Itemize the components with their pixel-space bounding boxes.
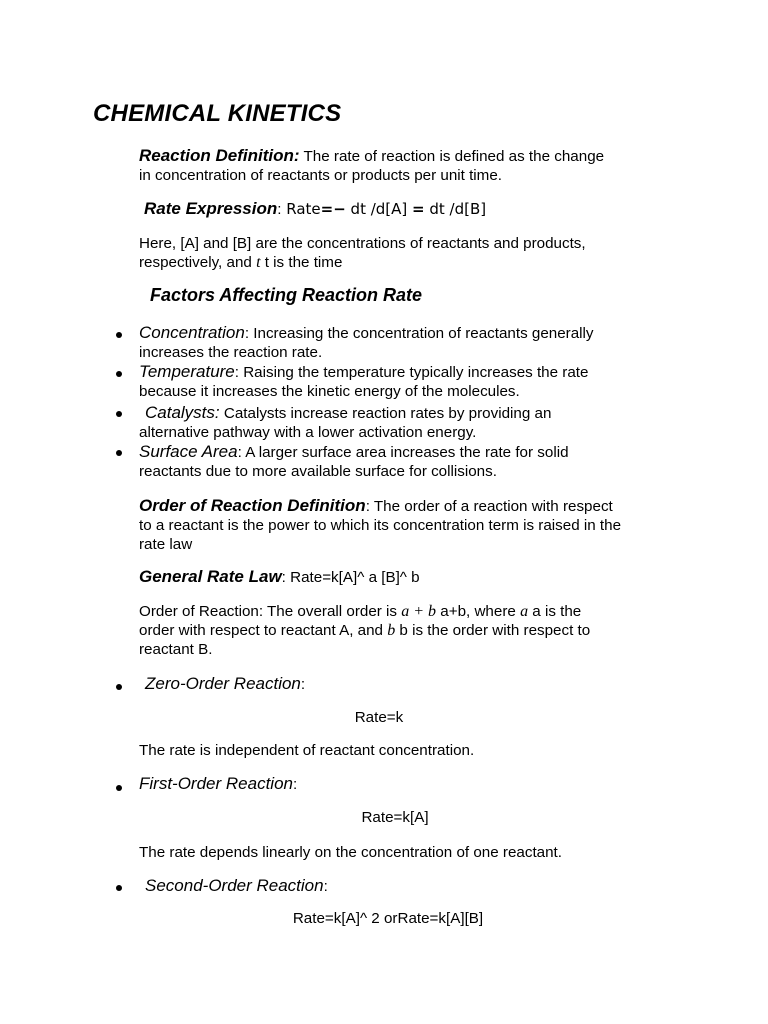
- reaction-definition: [139, 146, 684, 185]
- factor-text-1: : Increasing the concentration of reactants generally: [244, 325, 594, 342]
- general-rate-law-text: : Rate=k[A]^ a [B]^ b: [281, 569, 420, 586]
- second-order-formula: Rate=k[A]^ 2 orRate=k[A][B]: [292, 910, 484, 927]
- bullet-icon: [116, 371, 122, 377]
- overall-order-text: b is the order with respect to: [395, 622, 591, 639]
- factor-label: Catalysts:: [145, 403, 220, 422]
- rate-expression-eqminus: =−: [320, 200, 346, 218]
- first-order-label: First-Order Reaction: [139, 774, 293, 793]
- order-definition-text-3: rate law: [139, 536, 193, 553]
- factor-text-2: alternative pathway with a lower activation energy.: [139, 424, 477, 441]
- overall-order-text: a+b, where: [436, 603, 521, 620]
- factor-catalysts: [139, 403, 684, 442]
- bullet-icon: [116, 332, 122, 338]
- here-text-2a: respectively, and: [139, 254, 257, 271]
- first-order-description: The rate depends linearly on the concentration of one reactant.: [139, 844, 562, 861]
- zero-order-formula: Rate=k: [354, 709, 404, 726]
- here-paragraph: [139, 234, 684, 272]
- reaction-definition-text-1: The rate of reaction is defined as the change: [299, 148, 605, 165]
- bullet-icon: [116, 411, 122, 417]
- overall-order-text: a is the: [528, 603, 582, 620]
- math-a: a: [520, 603, 529, 620]
- factor-text-2: increases the reaction rate.: [139, 344, 323, 361]
- factor-temperature: [139, 362, 684, 401]
- overall-order-text: order with respect to reactant A, and: [139, 622, 388, 639]
- factor-text-1: : A larger surface area increases the rate for solid: [237, 444, 569, 461]
- rate-expression-dta: dt /d[A]: [345, 200, 413, 218]
- bullet-icon: [116, 785, 122, 791]
- zero-order-heading: [145, 674, 690, 694]
- overall-order-text: Order of Reaction: The overall order is: [139, 603, 402, 620]
- factor-concentration: [139, 323, 684, 362]
- reaction-definition-colon: :: [293, 146, 300, 165]
- reaction-definition-text-2: in concentration of reactants or products per unit time.: [139, 167, 503, 184]
- order-definition-label: Order of Reaction Definition: [139, 496, 366, 515]
- bullet-icon: [116, 885, 122, 891]
- page-title: CHEMICAL KINETICS: [93, 100, 342, 127]
- factor-label: Surface Area: [139, 442, 238, 461]
- bullet-icon: [116, 684, 122, 690]
- t-math: t: [256, 254, 261, 271]
- here-text-2b: t is the time: [260, 254, 343, 271]
- rate-expression-eq: =: [412, 200, 425, 218]
- rate-expression-label: Rate Expression: [144, 199, 278, 218]
- bullet-icon: [116, 450, 122, 456]
- math-a-plus-b: a + b: [401, 603, 437, 620]
- here-text-1: Here, [A] and [B] are the concentrations of reactants and products,: [139, 235, 586, 252]
- overall-order-paragraph: [139, 602, 684, 659]
- order-definition-text-1: : The order of a reaction with respect: [365, 498, 613, 515]
- first-order-colon: :: [292, 776, 298, 793]
- general-rate-law: [139, 567, 684, 587]
- reaction-definition-label: Reaction Definition: [139, 146, 294, 165]
- factor-text-2: reactants due to more available surface for collisions.: [139, 463, 497, 480]
- zero-order-colon: :: [300, 676, 306, 693]
- order-definition: [139, 496, 684, 554]
- overall-order-text: reactant B.: [139, 641, 213, 658]
- rate-expression-colon: :: [277, 201, 282, 218]
- zero-order-description: The rate is independent of reactant concentration.: [139, 742, 475, 759]
- second-order-heading: [145, 876, 690, 896]
- first-order-heading: [139, 774, 684, 794]
- rate-expression: [144, 199, 689, 219]
- factor-surface-area: [139, 442, 684, 481]
- factor-text-2: because it increases the kinetic energy of the molecules.: [139, 383, 520, 400]
- math-b: b: [387, 622, 396, 639]
- factors-heading: Factors Affecting Reaction Rate: [150, 285, 423, 305]
- zero-order-label: Zero-Order Reaction: [145, 674, 301, 693]
- second-order-label: Second-Order Reaction: [145, 876, 324, 895]
- second-order-colon: :: [323, 878, 328, 895]
- rate-expression-dtb: dt /d[B]: [424, 200, 487, 218]
- rate-expression-rate: Rate: [281, 200, 321, 218]
- factor-text-1: Catalysts increase reaction rates by providing an: [219, 405, 552, 422]
- general-rate-law-label: General Rate Law: [139, 567, 282, 586]
- factor-label: Concentration: [139, 323, 245, 342]
- first-order-formula: Rate=k[A]: [361, 809, 429, 826]
- factor-label: Temperature: [139, 362, 235, 381]
- order-definition-text-2: to a reactant is the power to which its concentration term is raised in the: [139, 517, 622, 534]
- factor-text-1: : Raising the temperature typically increases the rate: [234, 364, 589, 381]
